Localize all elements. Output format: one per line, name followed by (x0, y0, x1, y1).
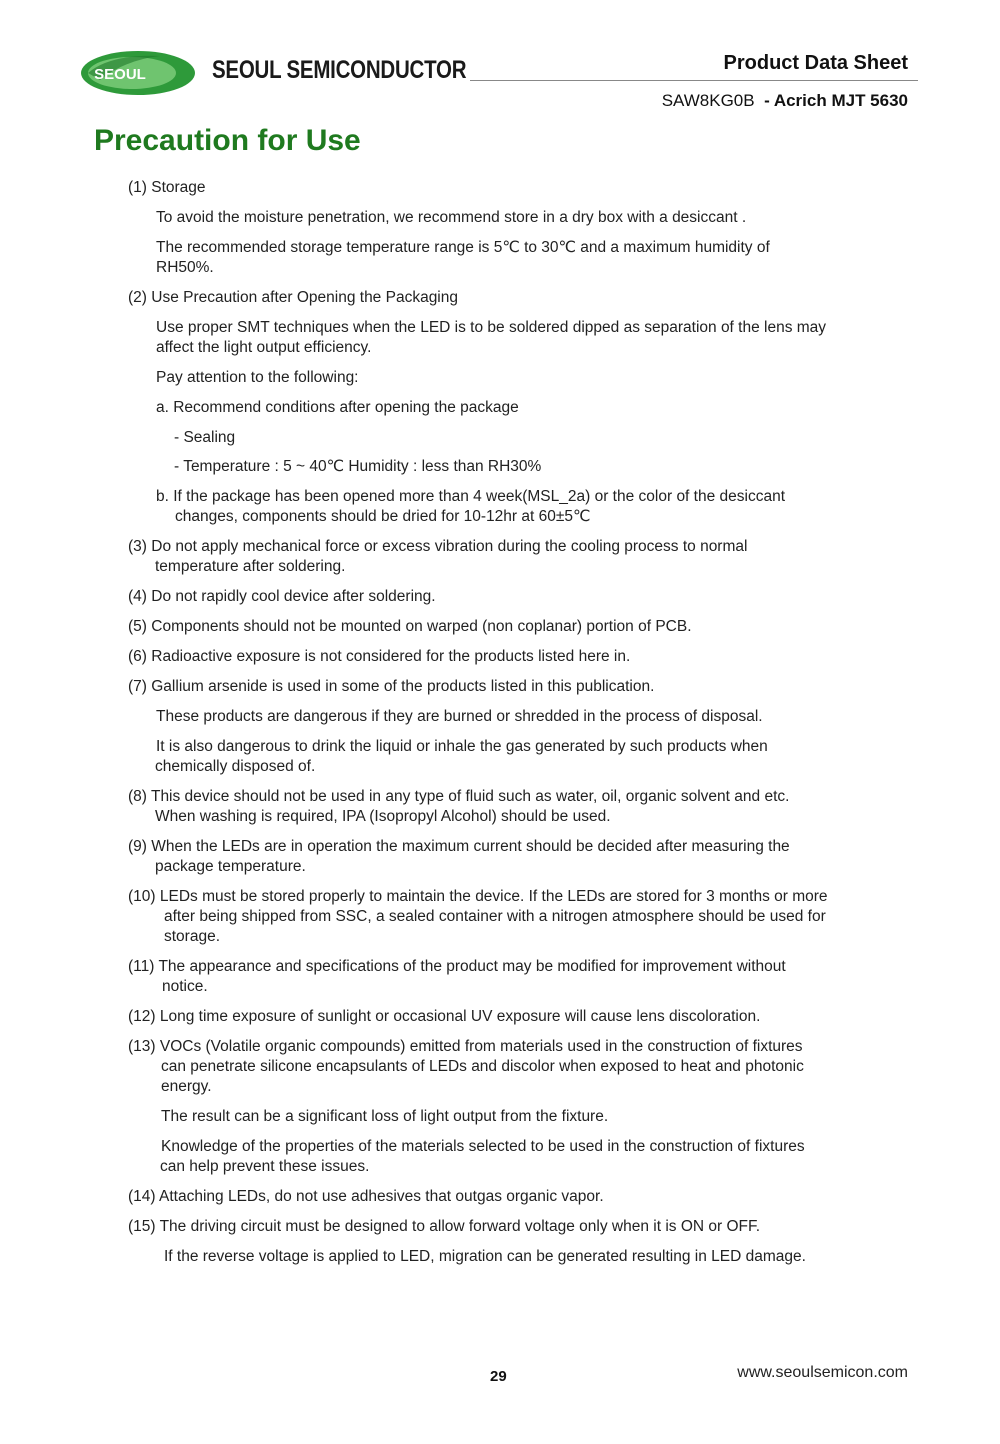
page-number: 29 (490, 1368, 507, 1385)
section-heading: (5) Components should not be mounted on warped (non coplanar) portion of PCB. (128, 618, 692, 635)
body-line: It is also dangerous to drink the liquid or inhale the gas generated by such products when (156, 738, 768, 755)
document-type: Product Data Sheet (723, 52, 908, 74)
body-line: The recommended storage temperature range is 5℃ to 30℃ and a maximum humidity of (156, 239, 770, 256)
section-heading: (8) This device should not be used in any type of fluid such as water, oil, organic solvent and etc. (128, 788, 790, 805)
section-heading: (15) The driving circuit must be designed to allow forward voltage only when it is ON or OFF. (128, 1218, 761, 1235)
body-line: When washing is required, IPA (Isopropyl Alcohol) should be used. (155, 808, 611, 825)
website-link[interactable]: www.seoulsemicon.com (737, 1364, 908, 1381)
body-line: Use proper SMT techniques when the LED is to be soldered dipped as separation of the lens may (156, 319, 827, 336)
section-heading: (1) Storage (128, 179, 206, 196)
body-line: affect the light output efficiency. (156, 339, 372, 356)
section-heading: (11) The appearance and specifications of the product may be modified for improvement without (128, 958, 786, 975)
body-line: a. Recommend conditions after opening the package (156, 399, 519, 416)
section-heading: (7) Gallium arsenide is used in some of the products listed in this publication. (128, 678, 655, 695)
section-heading: (13) VOCs (Volatile organic compounds) emitted from materials used in the construction of fixtures (128, 1038, 803, 1055)
section-heading: (6) Radioactive exposure is not considered for the products listed here in. (128, 648, 631, 665)
section-heading: (12) Long time exposure of sunlight or occasional UV exposure will cause lens discoloration. (128, 1008, 761, 1025)
body-line: after being shipped from SSC, a sealed container with a nitrogen atmosphere should be used for (164, 908, 826, 925)
section-heading: (9) When the LEDs are in operation the maximum current should be decided after measuring the (128, 838, 790, 855)
section-heading: (10) LEDs must be stored properly to maintain the device. If the LEDs are stored for 3 months or more (128, 888, 828, 905)
product-name: - Acrich MJT 5630 (764, 91, 908, 110)
body-line: To avoid the moisture penetration, we recommend store in a dry box with a desiccant . (156, 209, 747, 226)
body-line: If the reverse voltage is applied to LED, migration can be generated resulting in LED damage. (164, 1248, 806, 1265)
section-heading: (14) Attaching LEDs, do not use adhesives that outgas organic vapor. (128, 1188, 604, 1205)
section-heading: (2) Use Precaution after Opening the Packaging (128, 289, 458, 306)
body-line: b. If the package has been opened more than 4 week(MSL_2a) or the color of the desiccant (156, 488, 786, 505)
body-line: - Sealing (174, 429, 236, 446)
body-line: These products are dangerous if they are burned or shredded in the process of disposal. (156, 708, 763, 725)
body-line: changes, components should be dried for 10-12hr at 60±5℃ (175, 508, 591, 525)
section-heading: (4) Do not rapidly cool device after soldering. (128, 588, 436, 605)
part-number: SAW8KG0B (661, 91, 755, 110)
header-divider (470, 80, 918, 81)
body-line: storage. (164, 928, 221, 945)
body-line: can penetrate silicone encapsulants of LEDs and discolor when exposed to heat and photonic (161, 1058, 804, 1075)
seoul-logo (80, 50, 196, 96)
body-line: energy. (161, 1078, 212, 1095)
body-line: temperature after soldering. (155, 558, 346, 575)
body-line: package temperature. (155, 858, 306, 875)
body-line: chemically disposed of. (155, 758, 316, 775)
part-number-line (662, 91, 908, 111)
body-line: notice. (162, 978, 208, 995)
body-line: - Temperature : 5 ~ 40℃ Humidity : less than RH30% (174, 458, 542, 475)
body-line: Pay attention to the following: (156, 369, 359, 386)
body-line: RH50%. (156, 259, 214, 276)
section-heading: (3) Do not apply mechanical force or excess vibration during the cooling process to normal (128, 538, 748, 555)
body-line: The result can be a significant loss of light output from the fixture. (161, 1108, 609, 1125)
body-line: can help prevent these issues. (160, 1158, 370, 1175)
body-line: Knowledge of the properties of the materials selected to be used in the construction of fixtures (161, 1138, 805, 1155)
company-name: SEOUL SEMICONDUCTOR (212, 56, 467, 84)
page-title: Precaution for Use (94, 124, 361, 157)
logo-text: SEOUL (94, 66, 146, 83)
